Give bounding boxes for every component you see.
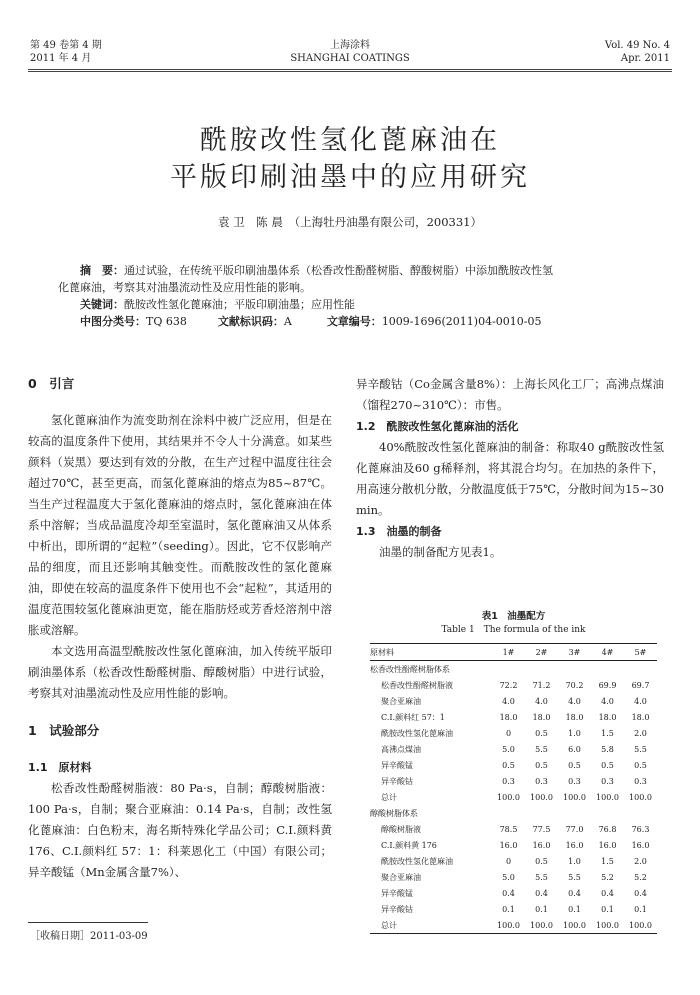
table-cell-value: 0.1	[634, 904, 647, 914]
table-cell-value: 18.0	[631, 712, 650, 722]
table-row	[370, 917, 657, 934]
abstract-text-1: 通过试验，在传统平版印刷油墨体系（松香改性酚醛树脂、醇酸树脂）中添加酰胺改性氢	[124, 264, 553, 277]
table-cell-value: 100.0	[497, 792, 520, 802]
header-rule-2	[28, 71, 672, 72]
table-cell-material: 高沸点煤油	[381, 744, 421, 754]
table-cell-value: 0.5	[502, 760, 515, 770]
table-cell-value: 0.5	[601, 760, 614, 770]
formula-table	[370, 643, 657, 934]
ink-prep-paragraph: 油墨的制备配方见表1。	[379, 545, 502, 559]
section-1-heading: 1 试验部分	[28, 723, 100, 738]
table-row	[370, 677, 657, 693]
section-1-3-heading: 1.3 油墨的制备	[356, 525, 442, 538]
table-cell-value: 0.1	[568, 904, 581, 914]
table-cell-value: 0.4	[601, 888, 614, 898]
header-cell-2: 2#	[535, 647, 548, 657]
table-cell-value: 100.0	[530, 920, 553, 930]
table-cell-material: 异辛酸锰	[381, 888, 413, 898]
table-header-row	[370, 644, 657, 661]
table-cell-material: 聚合亚麻油	[381, 872, 421, 882]
right-column	[356, 374, 664, 563]
table-cell-value: 0.5	[634, 760, 647, 770]
issue-en	[605, 39, 670, 65]
table-cell-value: 5.5	[568, 872, 581, 882]
table-row	[370, 821, 657, 837]
table-cell-value: 18.0	[532, 712, 551, 722]
classification-line	[58, 313, 658, 330]
table-cell-value: 5.2	[601, 872, 614, 882]
header-cell-4: 4#	[601, 647, 614, 657]
table-row	[370, 741, 657, 757]
clc-value: TQ 638	[146, 315, 187, 328]
table-cell-value: 4.0	[568, 696, 581, 706]
table-cell-value: 100.0	[596, 792, 619, 802]
table-cell-value: 69.7	[631, 680, 650, 690]
table-cell-value: 100.0	[629, 792, 652, 802]
table-cell-value: 18.0	[598, 712, 617, 722]
table-cell-value: 0.5	[535, 856, 548, 866]
title-line1: 酰胺改性氢化蓖麻油在	[200, 125, 500, 156]
table-row	[370, 709, 657, 725]
table-cell-material: 异辛酸锰	[381, 760, 413, 770]
table-cell-value: 0.3	[601, 776, 614, 786]
table-cell-value: 16.0	[565, 840, 584, 850]
table-cell-value: 4.0	[502, 696, 515, 706]
table-cell-material: C.I.颜料红 57：1	[381, 712, 445, 722]
keywords-line	[58, 296, 658, 313]
table-row	[370, 773, 657, 789]
table-cell-value: 100.0	[497, 920, 520, 930]
table-cell-value: 76.3	[631, 824, 650, 834]
table-cell-value: 5.0	[502, 744, 515, 754]
table-row	[370, 837, 657, 853]
table-cell-value: 6.0	[568, 744, 581, 754]
section-1-2-heading: 1.2 酰胺改性氢化蓖麻油的活化	[356, 420, 519, 433]
materials-continued: 异辛酸钴（Co金属含量8%）：上海长风化工厂；高沸点煤油（馏程270~310℃）：市售。	[356, 377, 664, 412]
table-cell-value: 0.3	[535, 776, 548, 786]
table-cell-value: 100.0	[629, 920, 652, 930]
table-cell-value: 78.5	[499, 824, 518, 834]
table-row	[370, 789, 657, 805]
table-cell-value: 4.0	[634, 696, 647, 706]
table-cell-value: 0.1	[502, 904, 515, 914]
table-group-row	[370, 661, 657, 678]
table-cell-value: 1.0	[568, 856, 581, 866]
table-cell-value: 0.5	[568, 760, 581, 770]
table-cell-material: 总计	[381, 792, 397, 802]
table-cell-value: 100.0	[530, 792, 553, 802]
table-group-name: 松香改性酚醛树脂体系	[370, 664, 450, 674]
journal-cn: 上海涂料	[330, 40, 370, 51]
doc-code-value: A	[283, 315, 292, 328]
section-0-heading: 0 引言	[28, 376, 75, 391]
table-cell-value: 0.5	[535, 760, 548, 770]
table-cell-value: 72.2	[499, 680, 518, 690]
table-row	[370, 725, 657, 741]
article-id-value: 1009-1696(2011)04-0010-05	[381, 315, 542, 328]
intro-paragraph-1: 氢化蓖麻油作为流变助剂在涂料中被广泛应用，但是在较高的温度条件下使用，其结果并不令人十分满意。如某些颜料（炭黑）要达到有效的分散，在生产过程中温度往往会超过70℃，甚至更高，而氢化蓖麻油的熔点为85~87℃。当生产过程温度大于氢化蓖麻油的熔点时，氢化蓖麻油在体系中溶解；当成品温度冷却至室温时，氢化蓖麻油又从体系中析出，即所谓的“起粒”（seeding）。因此，它不仅影响产品的细度，而且还影响其触变性。而酰胺改性的氢化蓖麻油，即使在较高的温度条件下使用也不会“起粒”，其适用的温度范围较氢化蓖麻油更宽，能在脂肪烃或芳香烃溶剂中溶胀或溶解。	[28, 413, 332, 637]
table-group-row	[370, 805, 657, 821]
table-cell-value: 0	[505, 728, 512, 738]
header-cell-material: 原材料	[370, 647, 394, 657]
article-id-label: 文章编号：	[326, 315, 382, 328]
abstract-block	[58, 262, 658, 330]
abstract-line1	[58, 262, 658, 279]
table-cell-value: 100.0	[596, 920, 619, 930]
table-cell-value: 4.0	[535, 696, 548, 706]
table-caption-cn: 表1 油墨配方	[481, 611, 546, 622]
table-row	[370, 693, 657, 709]
table-cell-value: 0.4	[634, 888, 647, 898]
table-cell-value: 69.9	[598, 680, 617, 690]
table-caption	[370, 610, 657, 637]
section-1-1-heading: 1.1 原材料	[28, 761, 92, 774]
table-cell-material: C.I.颜料黄 176	[381, 840, 437, 850]
title-line2: 平版印刷油墨中的应用研究	[170, 162, 530, 193]
table-cell-material: 酰胺改性氢化蓖麻油	[381, 856, 453, 866]
table-cell-value: 77.0	[565, 824, 584, 834]
table-cell-value: 100.0	[563, 920, 586, 930]
intro-paragraph-2: 本文选用高温型酰胺改性氢化蓖麻油，加入传统平版印刷油墨体系（松香改性酚醛树脂、醇酸树脂）中进行试验，考察其对油墨流动性及应用性能的影响。	[28, 644, 332, 700]
table-cell-value: 16.0	[499, 840, 518, 850]
table-cell-value: 5.8	[601, 744, 614, 754]
table-cell-value: 1.5	[601, 856, 614, 866]
table-cell-value: 1.0	[568, 728, 581, 738]
left-column	[28, 372, 332, 883]
materials-paragraph: 松香改性酚醛树脂液：80 Pa·s，自制；醇酸树脂液：100 Pa·s，自制；聚合亚麻油：0.14 Pa·s，自制；改性氢化蓖麻油：白色粉末，海名斯特殊化学品公司；C.I.颜料黄 176、C.I.颜料红 57：1：科莱恩化工（中国）有限公司；异辛酸锰（Mn金属含量7%）、	[28, 781, 332, 879]
issue-en-line1: Vol. 49 No. 4	[604, 40, 670, 51]
table-row	[370, 885, 657, 901]
table-row	[370, 901, 657, 917]
table-cell-value: 0.1	[535, 904, 548, 914]
table-cell-value: 16.0	[532, 840, 551, 850]
table-cell-value: 0.3	[634, 776, 647, 786]
table-cell-value: 0.1	[601, 904, 614, 914]
table-cell-value: 5.5	[535, 744, 548, 754]
table-cell-material: 异辛酸钴	[381, 776, 413, 786]
issue-cn-line1: 第 49 卷第 4 期	[30, 40, 102, 51]
abstract-label: 摘 要：	[80, 264, 124, 277]
table-cell-material: 聚合亚麻油	[381, 696, 421, 706]
issue-cn-line2: 2011 年 4 月	[30, 53, 92, 64]
table-group-name: 醇酸树脂体系	[370, 808, 418, 818]
authors: 袁 卫 陈 晨 （上海牡丹油墨有限公司，200331）	[218, 215, 482, 229]
header-cell-1: 1#	[502, 647, 515, 657]
table-cell-material: 总计	[381, 920, 397, 930]
footnote-rule	[28, 922, 148, 923]
table-cell-value: 18.0	[499, 712, 518, 722]
table-cell-value: 16.0	[631, 840, 650, 850]
table-row	[370, 853, 657, 869]
table-cell-value: 71.2	[532, 680, 551, 690]
activation-paragraph: 40%酰胺改性氢化蓖麻油的制备：称取40 g酰胺改性氢化蓖麻油及60 g稀释剂，将其混合均匀。在加热的条件下，用高速分散机分散，分散温度低于75℃，分散时间为15~30 min。	[356, 440, 664, 517]
table-cell-material: 酰胺改性氢化蓖麻油	[381, 728, 453, 738]
table-cell-value: 77.5	[532, 824, 551, 834]
header-cell-5: 5#	[634, 647, 647, 657]
table-cell-value: 70.2	[565, 680, 584, 690]
table-cell-value: 5.5	[535, 872, 548, 882]
keywords-label: 关键词：	[80, 298, 124, 311]
table-cell-value: 5.0	[502, 872, 515, 882]
table-cell-value: 76.8	[598, 824, 617, 834]
journal-en: SHANGHAI COATINGS	[290, 53, 410, 64]
table-cell-material: 醇酸树脂液	[381, 824, 421, 834]
table-row	[370, 869, 657, 885]
header-rule-1	[28, 69, 672, 70]
table-cell-value: 0.5	[535, 728, 548, 738]
table-cell-value: 100.0	[563, 792, 586, 802]
table-cell-value: 5.5	[634, 744, 647, 754]
table-cell-value: 0.4	[502, 888, 515, 898]
table-cell-value: 4.0	[601, 696, 614, 706]
received-date: ［收稿日期］2011-03-09	[30, 931, 148, 942]
table-cell-value: 0.3	[568, 776, 581, 786]
table-cell-value: 0	[505, 856, 512, 866]
table-cell-value: 0.4	[568, 888, 581, 898]
table-cell-value: 0.3	[502, 776, 515, 786]
table-cell-value: 16.0	[598, 840, 617, 850]
keywords: 酰胺改性氢化蓖麻油；平版印刷油墨；应用性能	[124, 298, 355, 311]
table-cell-material: 松香改性酚醛树脂液	[381, 680, 453, 690]
abstract-text-2: 化蓖麻油，考察其对油墨流动性及应用性能的影响。	[58, 281, 311, 294]
table-cell-value: 0.4	[535, 888, 548, 898]
table-cell-value: 2.0	[634, 856, 647, 866]
header-cell-3: 3#	[568, 647, 581, 657]
journal-name	[0, 39, 700, 65]
table-cell-value: 18.0	[565, 712, 584, 722]
table-cell-value: 2.0	[634, 728, 647, 738]
table-cell-value: 5.2	[634, 872, 647, 882]
clc-label: 中图分类号：	[80, 315, 146, 328]
table-cell-value: 1.5	[601, 728, 614, 738]
table-row	[370, 757, 657, 773]
issue-en-line2: Apr. 2011	[620, 53, 670, 64]
table-cell-material: 异辛酸钴	[381, 904, 413, 914]
table-caption-en: Table 1 The formula of the ink	[441, 625, 586, 635]
doc-code-label: 文献标识码：	[217, 315, 284, 328]
